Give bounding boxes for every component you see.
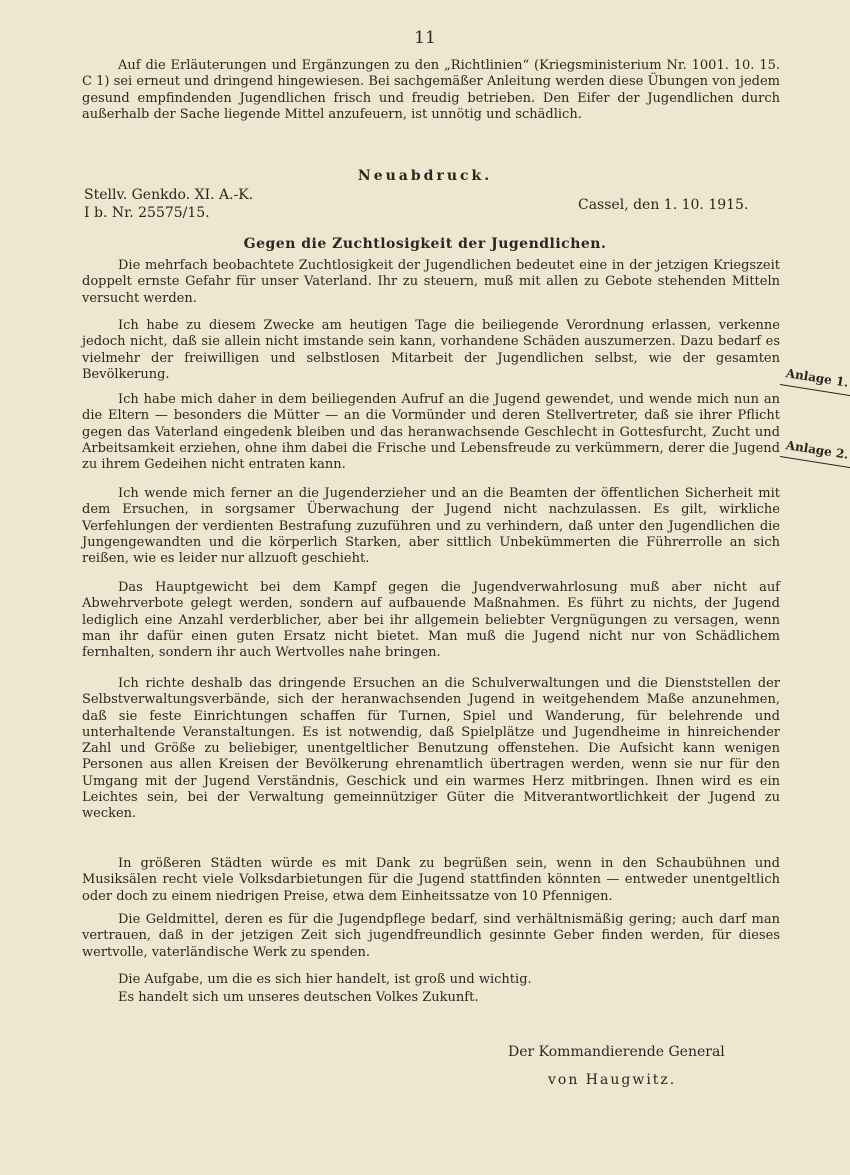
signature-title: Der Kommandierende General [508, 1044, 725, 1060]
paragraph-4: Ich wende mich ferner an die Jugenderzieher und an die Beamten der öffentlichen Sicherheit mit dem Ersuchen, in sorgsamer Überwachung der Jugend nicht nachzulassen. Es gilt, wirkliche Verfehlungen der verdienten Bestrafung zuzuführen und zu verhindern, daß unter den Jugendlichen die Jungengewandten und die körperlich Starken, aber sittlich Unbekümmerten die Führerrolle an sich reißen, wie es leider nur allzuoft geschieht. [82, 486, 780, 567]
paragraph-7: In größeren Städten würde es mit Dank zu begrüßen sein, wenn in den Schaubühnen und Musiksälen recht viele Volksdarbietungen für die Jugend stattfinden könnten — entweder unentgeltlich oder doch zu einem niedrigen Preise, etwa dem Einheitssatze von 10 Pfennigen. [82, 856, 780, 904]
reference-line-1: Stellv. Genkdo. XI. A.-K. [84, 187, 254, 203]
paragraph-8: Die Geldmittel, deren es für die Jugendpflege bedarf, sind verhältnismäßig gering; auch darf man vertrauen, daß in der jetzigen Zeit sich jugendfreundlich gesinnte Geber finden werden, für dieses wertvolle, vaterländische Werk zu spenden. [82, 912, 780, 960]
paragraph-9: Die Aufgabe, um die es sich hier handelt, ist groß und wichtig. [118, 972, 532, 987]
intro-paragraph: Auf die Erläuterungen und Ergänzungen zu den „Richtlinien“ (Kriegsministerium Nr. 1001. 10. 15. C 1) sei erneut und dringend hingewiesen. Bei sachgemäßer Anleitung werden diese Übungen von jedem gesund empfindenden Jugendlichen frisch und freudig betrieben. Den Eifer der Jugendlichen durch außerhalb der Sache liegende Mittel anzufeuern, ist unnötig und schädlich. [82, 58, 780, 122]
paragraph-1: Die mehrfach beobachtete Zuchtlosigkeit der Jugendlichen bedeutet eine in der jetzigen Kriegszeit doppelt ernste Gefahr für unser Vaterland. Ihr zu steuern, muß mit allen zu Gebote stehenden Mitteln versucht werden. [82, 258, 780, 306]
page-number: 11 [414, 28, 436, 48]
place-date: Cassel, den 1. 10. 1915. [578, 197, 749, 213]
paragraph-3: Ich habe mich daher in dem beiliegenden Aufruf an die Jugend gewendet, und wende mich nun an die Eltern — besonders die Mütter — an die Vormünder und deren Stellvertreter, daß sie ihrer Pflicht gegen das Vaterland eingedenk bleiben und das heranwachsende Geschlecht in Gottesfurcht, Zucht und Arbeitsamkeit erziehen, ohne ihm dabei die Frische und Lebensfreude zu verkümmern, derer die Jugend zu ihrem Gedeihen nicht entraten kann. [82, 392, 780, 473]
margin-note-anlage-1: Anlage 1. [784, 366, 850, 390]
paragraph-6: Ich richte deshalb das dringende Ersuchen an die Schulverwaltungen und die Dienststellen der Selbstverwaltungsverbände, sich der heranwachsenden Jugend in weitgehendem Maße anzunehmen, daß sie feste Einrichtungen schaffen für Turnen, Spiel und Wanderung, für belehrende und unterhaltende Veranstaltungen. Es ist notwendig, daß Spielplätze und Jugendheime in hinreichender Zahl und Größe zu beliebiger, unentgeltlicher Benutzung offenstehen. Die Aufsicht kann wenigen Personen aus allen Kreisen der Bevölkerung ehrenamtlich übertragen werden, wenn sie nur für den Umgang mit der Jugend Verständnis, Geschick und ein warmes Herz mitbringen. Ihnen wird es ein Leichtes sein, bei der Verwaltung gemeinnütziger Güter die Mitverantwortlichkeit der Jugend zu wecken. [82, 676, 780, 822]
reference-line-2: I b. Nr. 25575/15. [84, 205, 210, 221]
margin-note-anlage-2: Anlage 2. [784, 438, 850, 462]
reprint-heading: Neuabdruck. [357, 168, 493, 184]
paragraph-5: Das Hauptgewicht bei dem Kampf gegen die Jugendverwahrlosung muß aber nicht auf Abwehrverbote gelegt werden, sondern auf aufbauende Maßnahmen. Es führt zu nichts, der Jugend lediglich eine Anzahl verderblicher, aber bei ihr allgemein beliebter Vergnügungen zu versagen, wenn man ihr dafür einen guten Ersatz nicht bietet. Man muß die Jugend nicht nur von Schädlichem fernhalten, sondern ihr auch Wertvolles nahe bringen. [82, 580, 780, 661]
signature-name: von Haugwitz. [548, 1072, 677, 1088]
paragraph-10: Es handelt sich um unseres deutschen Volkes Zukunft. [118, 990, 479, 1005]
document-title: Gegen die Zuchtlosigkeit der Jugendlichen. [243, 236, 607, 252]
paragraph-2: Ich habe zu diesem Zwecke am heutigen Tage die beiliegende Verordnung erlassen, verkenne jedoch nicht, daß sie allein nicht imstande sein kann, vorhandene Schäden auszumerzen. Dazu bedarf es vielmehr der freiwilligen und selbstlosen Mitarbeit der Jugendlichen selbst, wie der gesamten Bevölkerung. [82, 318, 780, 382]
